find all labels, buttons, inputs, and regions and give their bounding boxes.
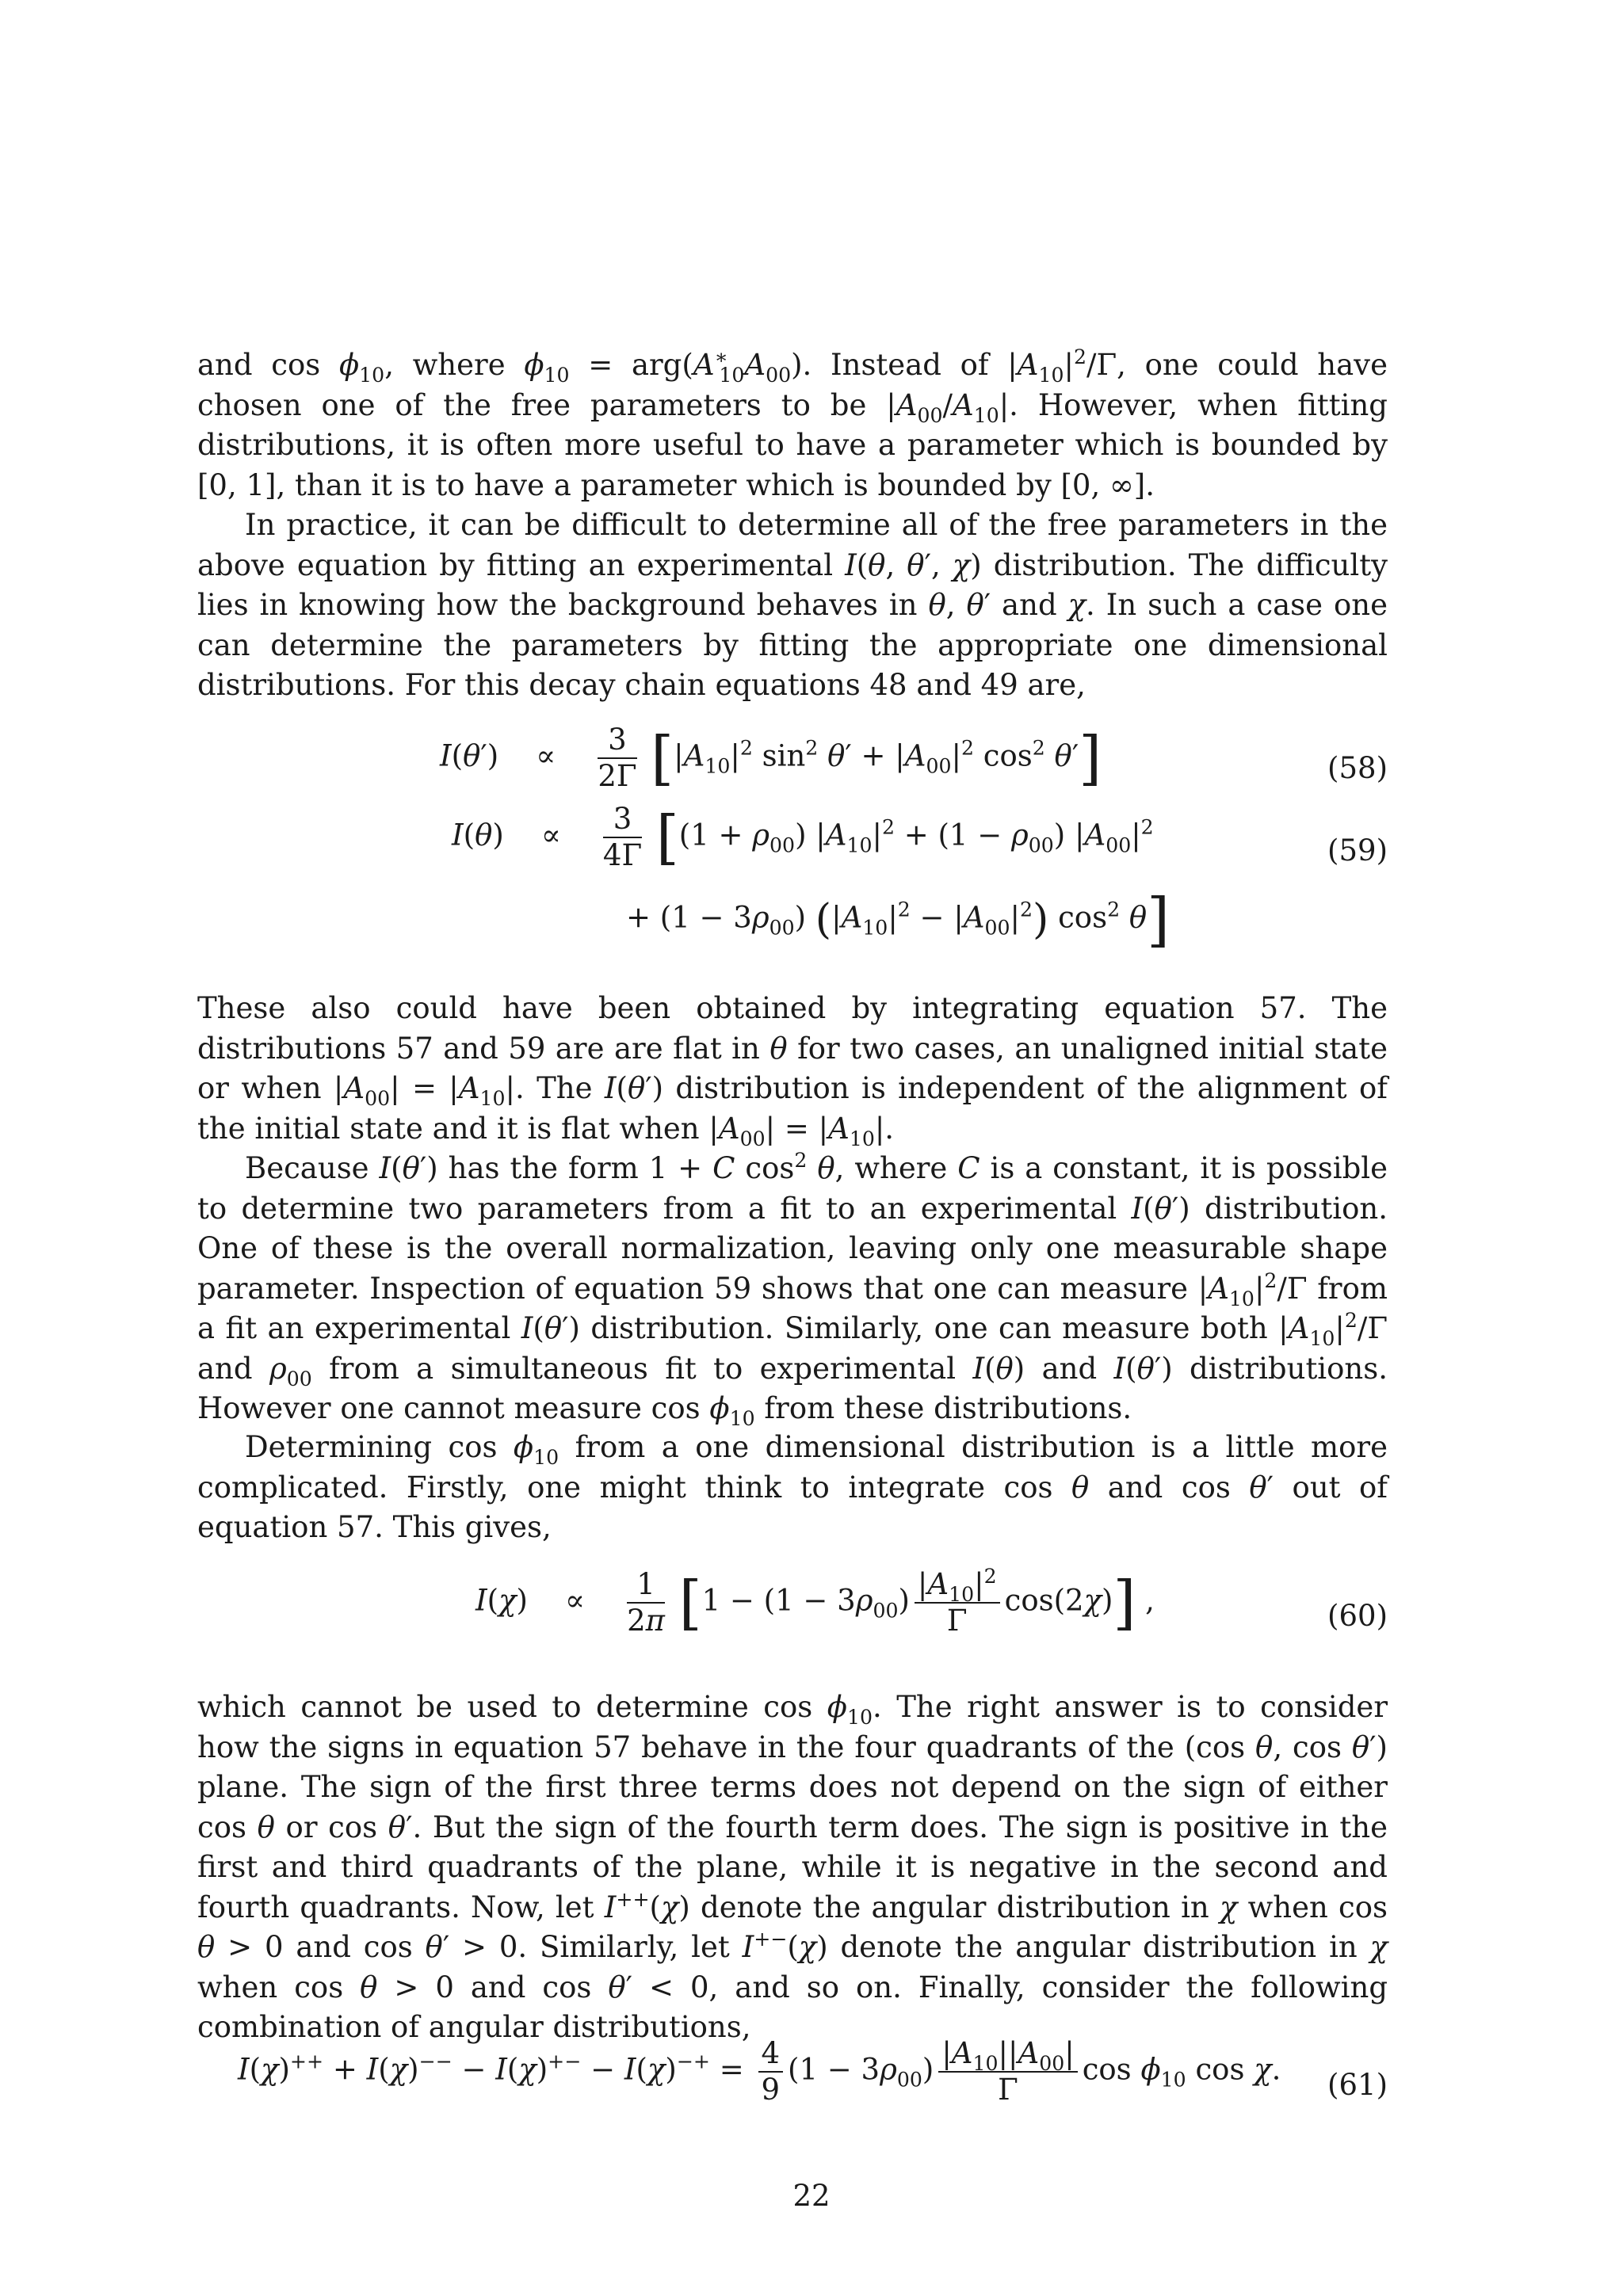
paragraph-4: Because I(θ′) has the form 1 + C $\cos^2 \theta$, where C is a constant, it is possible to determine two parameters from a fit to an experimental I(θ′) distribution. One of these is the overall normalization, leaving only one measurable shape parameter. Inspection of equation 59 shows that one can measure $|A_{10}|^2/\Gamma$ from a fit an experimental I(θ′) distribution. Similarly, one can measure both $|A_{10}|^2/\Gamma$ and $\rho_{00}$ from a simultaneous fit to experimental I(θ) and I(θ′) distributions. However one cannot measure $\cos \phi_{10}$ from these distributions. xyxy=(197,1149,1388,1430)
equation-61: I(χ)++ + I(χ)−− − I(χ)+− − I(χ)−+ = $\frac{4}{9}$ $(1 - 3\rho_{00})$ $\frac{|A_{10}||A_{00}|}{\Gamma}$ $\cos \phi_{10}$ cos χ. xyxy=(238,2036,1281,2107)
paragraph-2: In practice, it can be difficult to determine all of the free parameters in the above equation by fitting an experimental I(θ, θ′, χ) distribution. The difficulty lies in knowing how the background behaves in θ, θ′ and χ. In such a case one can determine the parameters by fitting the appropriate one dimensional distributions. For this decay chain equations 48 and 49 are, xyxy=(197,508,1388,702)
equation-number-60: (60) xyxy=(1327,1599,1388,1633)
paragraph-6: which cannot be used to determine $\cos \phi_{10}$. The right answer is to consider how the signs in equation 57 behave in the four quadrants of the (cos θ, cos θ′) plane. The sign of the first three terms does not depend on the sign of either cos θ or cos θ′. But the sign of the fourth term does. The sign is positive in the first and third quadrants of the plane, while it is negative in the second and fourth quadrants. Now, let I++(χ) denote the angular distribution in χ when cos θ > 0 and cos θ′ > 0. Similarly, let I+−(χ) denote the angular distribution in χ when cos θ > 0 and cos θ′ < 0, and so on. Finally, consider the following combination of angular distributions, xyxy=(197,1690,1388,2044)
equation-number-59: (59) xyxy=(1327,833,1388,868)
equation-59-cont: + $(1 - 3\rho_{00})$ $(|A_{10}|^2 - |A_{00}|^2)$ $\cos^2 \theta$] xyxy=(626,886,1170,954)
paragraph-5: Determining $\cos \phi_{10}$ from a one dimensional distribution is a little more complicated. Firstly, one might think to integrate cos θ and cos θ′ out of equation 57. This gives, xyxy=(197,1430,1388,1544)
equation-58: I(θ′) ∝ $\frac{3}{2\Gamma}$ [$|A_{10}|^2$ $\sin^2 \theta' + |A_{00}|^2$ $\cos^2 \theta'$] xyxy=(440,723,1102,793)
paragraph-3: These also could have been obtained by integrating equation 57. The distributions 57 and 59 are are flat in θ for two cases, an unaligned initial state or when $|A_{00}| = |A_{10}|$. The I(θ′) distribution is independent of the alignment of the initial state and it is flat when $|A_{00}| = |A_{10}|$. xyxy=(197,991,1388,1150)
equation-60: I(χ) ∝ $\frac{1}{2\pi}$ [$1 - (1 - 3\rho_{00})$ $\frac{|A_{10}|^2}{\Gamma}$ cos(2χ)] , xyxy=(475,1565,1155,1638)
page-number: 22 xyxy=(792,2179,831,2213)
equation-number-61: (61) xyxy=(1327,2068,1388,2102)
equation-number-58: (58) xyxy=(1327,751,1388,785)
paragraph-1: and $\cos \phi_{10}$, where $\phi_{10} = arg(A^∗_{10}A_{00})$. Instead of $|A_{10}|^2/\Gamma$, one could have chosen one of the free parameters to be $|A_{00}/A_{10}|$. However, when fitting distributions, it is often more useful to have a parameter which is bounded by [0, 1], than it is to have a parameter which is bounded by [0, ∞]. xyxy=(197,345,1388,502)
equation-59: I(θ) ∝ $\frac{3}{4\Gamma}$ [$(1 + \rho_{00})$ $|A_{10}|^2 + (1 - \rho_{00})$ $|A_{00}|^2$ xyxy=(452,802,1154,872)
